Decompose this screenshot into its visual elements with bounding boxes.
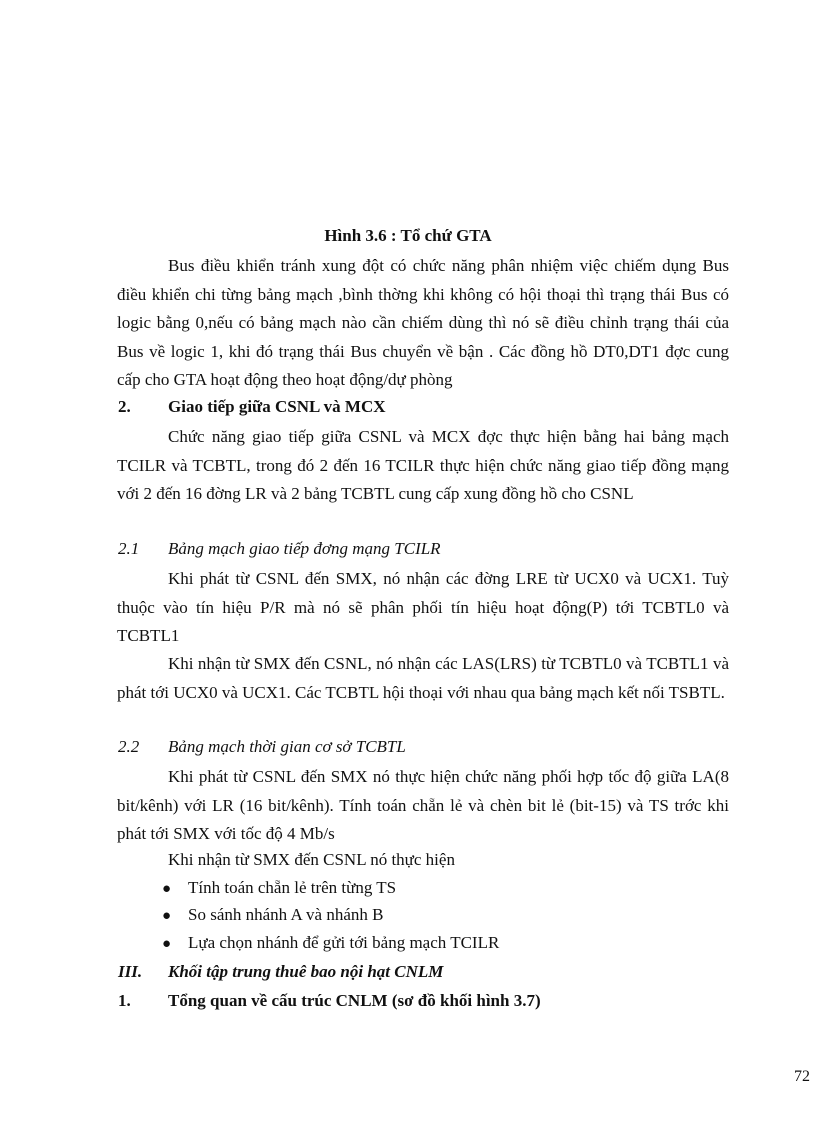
subsection-title: Bảng mạch giao tiếp đơng mạng TCILR [168,539,441,558]
bullet-icon: ● [162,908,172,924]
subsection-number: 2.2 [118,737,140,756]
receive-intro-line: Khi nhận từ SMX đến CSNL nó thực hiện [168,850,455,869]
figure-caption: Hình 3.6 : Tổ chứ GTA [324,226,492,245]
bullet-item [162,878,396,898]
section-title: Tổng quan về cấu trúc CNLM (sơ đồ khối hình 3.7) [168,991,541,1010]
paragraph-text: Khi phát từ CSNL đến SMX, nó nhận các đờng LRE từ UCX0 và UCX1. Tuỳ thuộc vào tín hiệu P/R mà nó sẽ phân phối tín hiệu hoạt động(P) tới TCBTL0 và TCBTL1 [117,569,729,645]
paragraph-csnl-mcx [117,423,729,509]
paragraph-tcbtl-send [117,763,729,849]
bullet-item [162,905,384,925]
section-number: 2. [118,397,131,416]
section-title: Khối tập trung thuê bao nội hạt CNLM [168,962,444,981]
bullet-icon: ● [162,936,172,952]
bullet-text: Tính toán chẵn lẻ trên từng TS [188,878,397,897]
section-title: Giao tiếp giữa CSNL và MCX [168,397,386,416]
paragraph-text: Bus điều khiển tránh xung đột có chức năng phân nhiệm việc chiếm dụng Bus điều khiển chi từng bảng mạch ,bình thờng khi không có hội thoại thì trạng thái Bus có logic bằng 0,nếu có bảng mạch nào cần chiếm dùng thì nó sẽ điều chỉnh trạng thái của Bus về logic 1, khi đó trạng thái Bus chuyển về bận . Các đồng hồ DT0,DT1 đợc cung cấp cho GTA hoạt động theo hoạt động/dự phòng [117,256,729,389]
subsection-number: 2.1 [118,539,140,558]
bullet-icon: ● [162,881,172,897]
bullet-text: So sánh nhánh A và nhánh B [188,905,384,924]
paragraph-tcilr-send [117,565,729,651]
bullet-text: Lựa chọn nhánh để gửi tới bảng mạch TCILR [188,933,500,952]
section-number: 1. [118,991,131,1010]
page-number: 72 [794,1068,810,1085]
section-heading-2 [118,397,386,417]
paragraph-text: Khi phát từ CSNL đến SMX nó thực hiện chức năng phối hợp tốc độ giữa LA(8 bit/kênh) với LR (16 bit/kênh). Tính toán chẵn lẻ và chèn bit lẻ (bit-15) và TS trớc khi phát tới SMX với tốc độ 4 Mb/s [117,767,729,843]
paragraph-tcilr-receive [117,650,729,707]
paragraph-text: Chức năng giao tiếp giữa CSNL và MCX đợc thực hiện bằng hai bảng mạch TCILR và TCBTL, trong đó 2 đến 16 TCILR thực hiện chức năng giao tiếp đồng mạng với 2 đến 16 đờng LR và 2 bảng TCBTL cung cấp xung đồng hồ cho CSNL [117,427,729,503]
section-heading-III [118,962,443,982]
section-heading-III-1 [118,991,541,1011]
subsection-title: Bảng mạch thời gian cơ sở TCBTL [168,737,406,756]
paragraph-bus-control [117,252,729,395]
section-number: III. [118,962,143,981]
bullet-item [162,933,499,953]
subsection-heading-2-1 [118,539,441,559]
paragraph-text: Khi nhận từ SMX đến CSNL, nó nhận các LAS(LRS) từ TCBTL0 và TCBTL1 và phát tới UCX0 và UCX1. Các TCBTL hội thoại với nhau qua bảng mạch kết nối TSBTL. [117,654,729,702]
subsection-heading-2-2 [118,737,406,757]
